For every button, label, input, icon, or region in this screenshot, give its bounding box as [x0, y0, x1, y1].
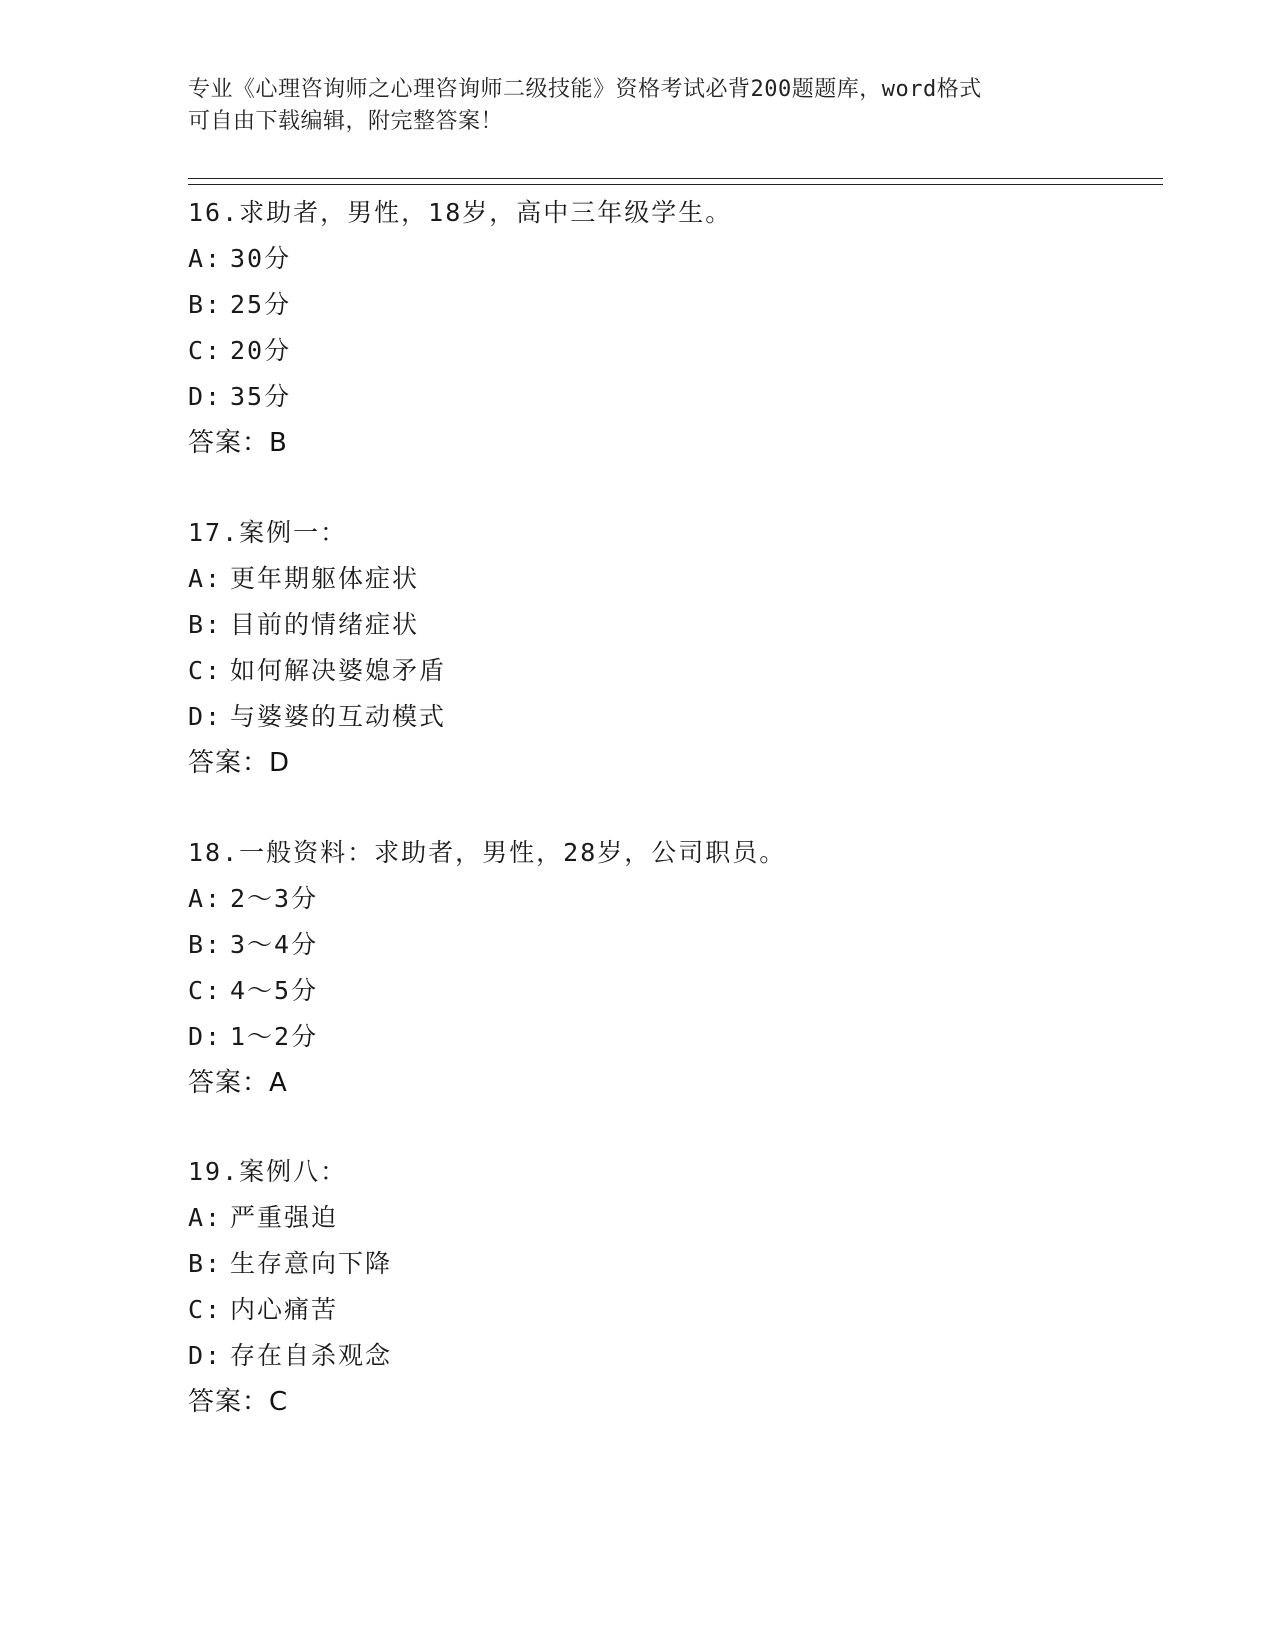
question-title: 17.案例一： — [188, 518, 348, 547]
option-text: 如何解决婆媳矛盾 — [230, 656, 447, 685]
question-title: 19.案例八： — [188, 1157, 348, 1186]
option-key: B: — [188, 290, 223, 319]
answer-line: 答案：A — [188, 1068, 288, 1098]
option-a — [188, 556, 1138, 602]
option-text: 内心痛苦 — [230, 1295, 339, 1324]
option-key: A: — [188, 244, 223, 273]
question-17 — [188, 510, 1138, 786]
option-text: 目前的情绪症状 — [230, 610, 420, 639]
option-text: 1～2分 — [230, 1022, 319, 1051]
option-d — [188, 694, 1138, 740]
option-key: C: — [188, 976, 223, 1005]
option-c — [188, 328, 1138, 374]
option-b — [188, 602, 1138, 648]
header-divider-bottom — [188, 184, 1163, 185]
option-key: D: — [188, 702, 223, 731]
option-text: 生存意向下降 — [230, 1249, 393, 1278]
option-key: D: — [188, 1022, 223, 1051]
document-header — [188, 74, 1088, 138]
header-divider-top — [188, 178, 1163, 179]
option-a — [188, 236, 1138, 282]
option-key: B: — [188, 610, 223, 639]
option-b — [188, 282, 1138, 328]
option-a — [188, 1195, 1138, 1241]
header-line-2: 可自由下载编辑，附完整答案！ — [188, 109, 504, 134]
option-key: B: — [188, 930, 223, 959]
question-16 — [188, 190, 1138, 466]
option-c — [188, 1287, 1138, 1333]
option-key: B: — [188, 1249, 223, 1278]
question-19 — [188, 1149, 1138, 1425]
option-text: 严重强迫 — [230, 1203, 339, 1232]
option-text: 与婆婆的互动模式 — [230, 702, 447, 731]
question-title: 18.一般资料：求助者，男性，28岁，公司职员。 — [188, 838, 787, 867]
option-text: 2～3分 — [230, 884, 319, 913]
option-key: A: — [188, 1203, 223, 1232]
option-b — [188, 922, 1138, 968]
option-key: D: — [188, 1341, 223, 1370]
option-key: D: — [188, 382, 223, 411]
question-title: 16.求助者，男性，18岁，高中三年级学生。 — [188, 198, 733, 227]
option-c — [188, 968, 1138, 1014]
option-text: 4～5分 — [230, 976, 319, 1005]
answer-line: 答案：C — [188, 1387, 289, 1417]
option-key: A: — [188, 884, 223, 913]
option-text: 更年期躯体症状 — [230, 564, 420, 593]
option-d — [188, 374, 1138, 420]
question-18 — [188, 830, 1138, 1106]
header-line-1: 专业《心理咨询师之心理咨询师二级技能》资格考试必背200题题库，word格式 — [188, 77, 982, 102]
option-text: 30分 — [230, 244, 292, 273]
option-text: 25分 — [230, 290, 292, 319]
option-b — [188, 1241, 1138, 1287]
answer-line: 答案：B — [188, 428, 288, 458]
option-text: 20分 — [230, 336, 292, 365]
option-a — [188, 876, 1138, 922]
option-key: C: — [188, 336, 223, 365]
option-key: C: — [188, 656, 223, 685]
option-key: C: — [188, 1295, 223, 1324]
option-d — [188, 1333, 1138, 1379]
option-d — [188, 1014, 1138, 1060]
option-text: 3～4分 — [230, 930, 319, 959]
answer-line: 答案：D — [188, 748, 291, 778]
option-text: 存在自杀观念 — [230, 1341, 393, 1370]
option-text: 35分 — [230, 382, 292, 411]
option-key: A: — [188, 564, 223, 593]
option-c — [188, 648, 1138, 694]
